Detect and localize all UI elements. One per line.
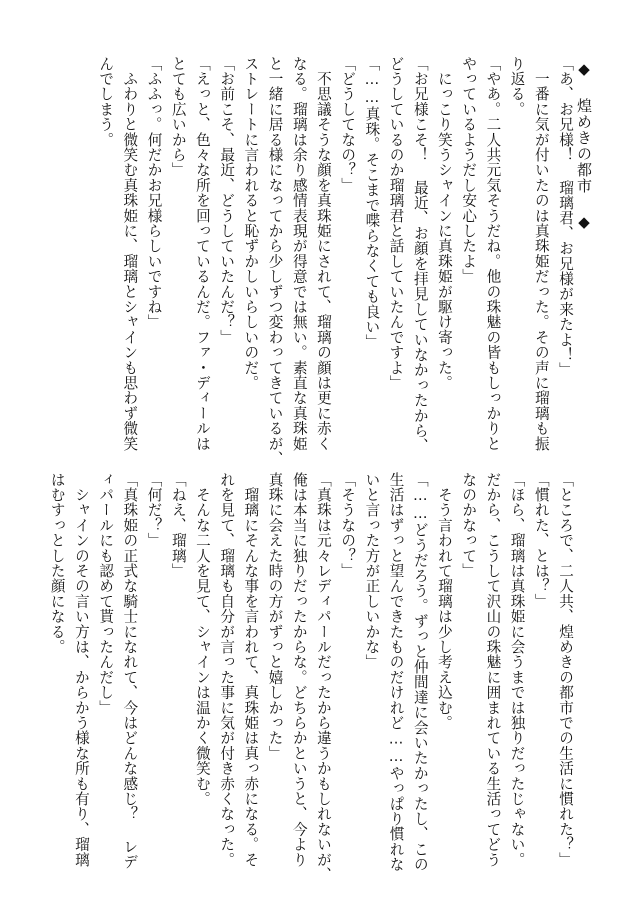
text-line: と一緒に居る様になってから少しずつ変わってきているが、 — [266, 56, 284, 467]
text-line: ストレートに言われると恥ずかしいらしいのだ。 — [242, 56, 260, 391]
text-line: 「えっと、色々な所を回っているんだ。ファ・ディールは — [193, 56, 211, 452]
text-line: 「あ、お兄様！ 瑠璃君、お兄様が来たよ！」 — [557, 56, 574, 378]
text-line: んでしまう。 — [97, 56, 115, 148]
text-line: そんな二人を見て、シャインは温かく微笑む。 — [193, 472, 211, 807]
text-line: 「ほら、瑠璃は真珠姫に会うまでは独りだったじゃない。 — [508, 472, 526, 868]
text-line: 「やあ。二人共元気そうだね。他の珠魅の皆もしっかりと — [484, 56, 502, 452]
text-line: 「何だ？」 — [145, 472, 163, 548]
text-line: 瑠璃にそんな事を言われて、真珠姫は真っ赤になる。そ — [242, 472, 260, 868]
text-line: 「どうしてなの？」 — [339, 56, 357, 193]
top-text-block — [57, 56, 577, 467]
text-line: 「ねえ、瑠璃」 — [169, 472, 187, 579]
text-line: なる。瑠璃は余り感情表現が得意では無い。素直な真珠姫 — [290, 56, 308, 452]
text-line: 生活はずっと望んできたものだけれど……やっぱり慣れな — [387, 472, 405, 872]
text-line: 「慣れた、とは？」 — [532, 472, 550, 609]
text-line: 「ところで、二人共、煌めきの都市での生活に慣れた？」 — [557, 472, 574, 868]
text-line: いと言った方が正しいかな」 — [363, 472, 381, 670]
text-line: そう言われて瑠璃は少し考え込む。 — [435, 472, 453, 731]
bottom-text-block — [48, 472, 577, 883]
text-line: 「……どうだろう。ずっと仲間達に会いたかったし、この — [411, 472, 429, 872]
text-line: 一番に気が付いたのは真珠姫だった。その声に瑠璃も振 — [532, 56, 550, 452]
text-line: なのかなって」 — [460, 472, 478, 579]
text-line: 「そうなの？」 — [339, 472, 357, 579]
text-line: ィパールにも認めて貰ったんだし」 — [97, 472, 115, 716]
text-line: やっているようだし安心したよ」 — [460, 56, 478, 284]
text-line: 「ふふっ。何だかお兄様らしいですね」 — [145, 56, 163, 330]
text-line: ふわりと微笑む真珠姫に、瑠璃とシャインも思わず微笑 — [121, 56, 139, 452]
text-line: 「真珠姫の正式な騎士になれて、今はどんな感じ？ レデ — [121, 472, 139, 870]
text-line: 不思議そうな顔を真珠姫にされて、瑠璃の顔は更に赤く — [314, 56, 332, 452]
text-line: 「……真珠。そこまで喋らなくても良い」 — [363, 56, 381, 350]
text-line: 「お前こそ、最近、どうしていたんだ？」 — [218, 56, 236, 345]
text-line: 「真珠は元々レディパールだったから違うかもしれないが、 — [314, 472, 332, 883]
text-line: 「お兄様こそ！ 最近、お顔を拝見していなかったから、 — [411, 56, 429, 454]
text-line: 真珠に会えた時の方がずっと嬉しかった」 — [266, 472, 284, 761]
text-line: どうしているのか瑠璃君と話していたんですよ」 — [387, 56, 405, 391]
text-line: 俺は本当に独りだったからな。どちらかというと、今より — [290, 472, 308, 868]
text-line: り返る。 — [508, 56, 526, 117]
text-line: シャインのその言い方は、からかう様な所も有り、瑠璃 — [72, 472, 90, 868]
text-line: とても広いから」 — [169, 56, 187, 178]
chapter-title: ◆ 煌めきの都市 ◆ — [575, 60, 593, 232]
text-line: だから、こうして沢山の珠魅に囲まれている生活ってどう — [484, 472, 502, 868]
text-line: はむすっとした顔になる。 — [48, 472, 66, 655]
text-line: れを見て、瑠璃も自分が言った事に気が付き赤くなった。 — [218, 472, 236, 868]
text-line: にっこり笑うシャインに真珠姫が駆け寄った。 — [435, 56, 453, 391]
